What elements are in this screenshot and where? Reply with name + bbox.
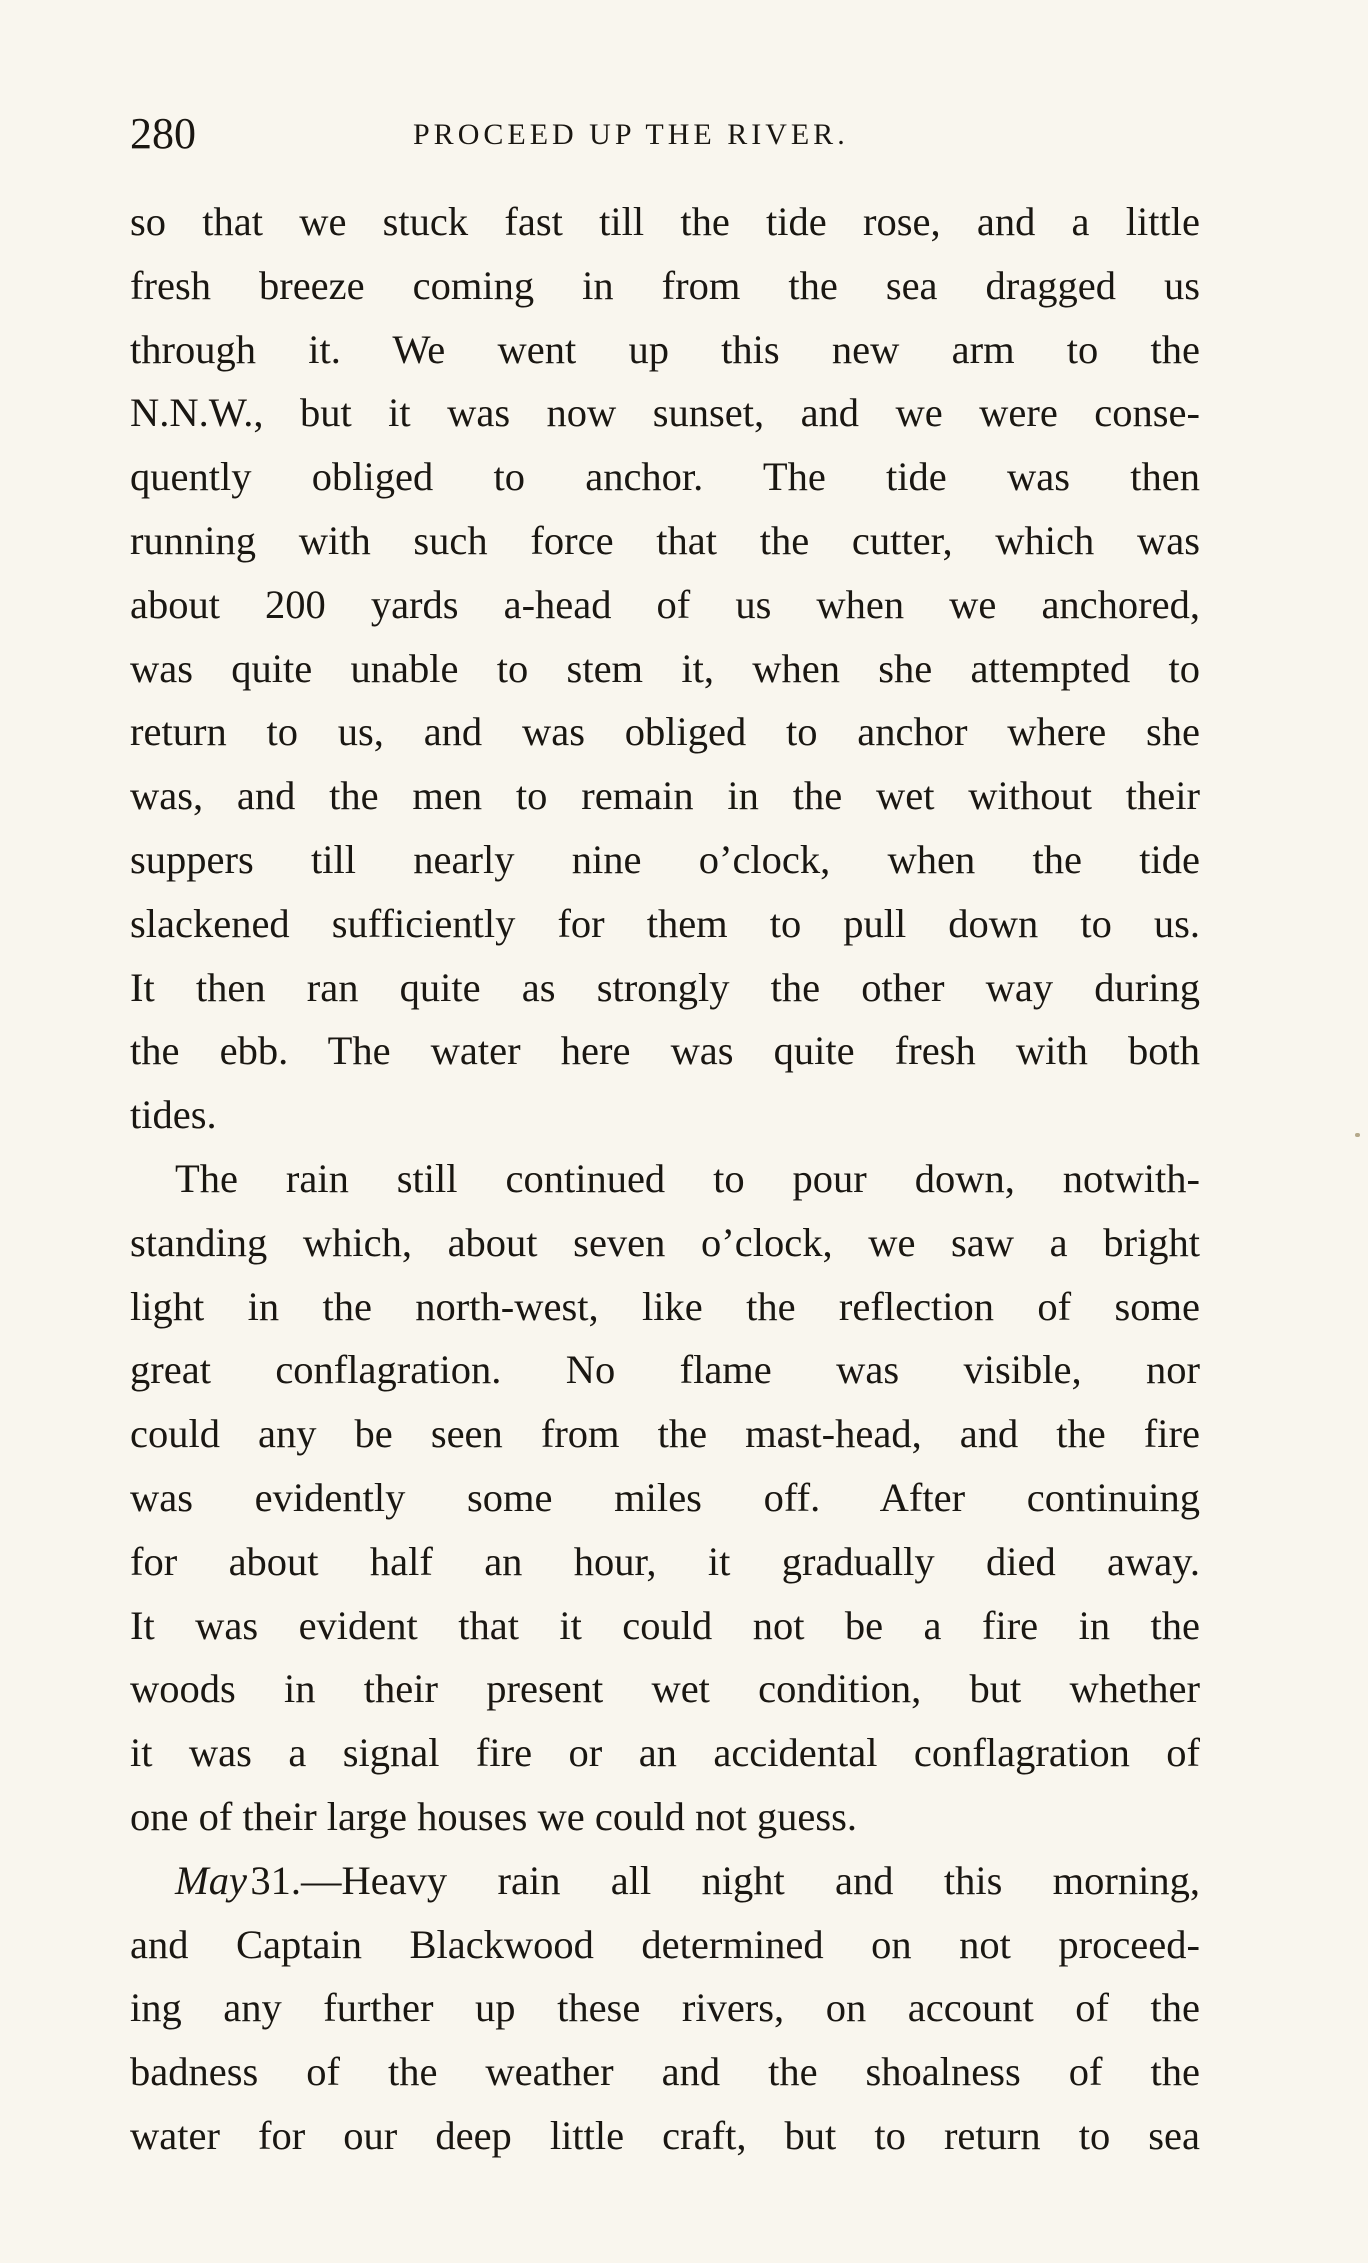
- text-line: ing any further up these rivers, on account of the: [130, 1985, 1200, 2031]
- text-line: It then ran quite as strongly the other way during: [130, 964, 1200, 1010]
- text-line: could any be seen from the mast-head, and the fire: [130, 1411, 1200, 1457]
- text-line: was, and the men to remain in the wet without their: [130, 773, 1200, 819]
- text-line: the ebb. The water here was quite fresh with both: [130, 1028, 1200, 1074]
- running-head: PROCEED UP THE RIVER.: [413, 118, 849, 151]
- text-line: and Captain Blackwood determined on not proceed-: [130, 1921, 1200, 1967]
- page-header: [130, 108, 1210, 168]
- text-line: was evidently some miles off. After continuing: [130, 1474, 1200, 1520]
- text-line: about 200 yards a-head of us when we anchored,: [130, 581, 1200, 627]
- text-line: was quite unable to stem it, when she attempted to: [130, 645, 1200, 691]
- text-line: water for our deep little craft, but to return to sea: [130, 2112, 1200, 2158]
- text-line: light in the north-west, like the reflection of some: [130, 1283, 1200, 1329]
- text-line: it was a signal fire or an accidental conflagration of: [130, 1730, 1200, 1776]
- text-line: slackened sufficiently for them to pull down to us.: [130, 900, 1200, 946]
- text-line: through it. We went up this new arm to the: [130, 326, 1200, 372]
- text-line: fresh breeze coming in from the sea dragged us: [130, 262, 1200, 308]
- paragraph-2: [130, 1147, 1200, 1849]
- text-line: N.N.W., but it was now sunset, and we were conse-: [130, 390, 1200, 436]
- text-line: standing which, about seven o’clock, we saw a bright: [130, 1219, 1200, 1265]
- date-line-text: 31.—Heavy rain all night and this morning,: [250, 1857, 1200, 1903]
- text-line: running with such force that the cutter, which was: [130, 517, 1200, 563]
- page-number: 280: [130, 109, 196, 158]
- paper-speck: [1355, 1133, 1360, 1137]
- text-line: return to us, and was obliged to anchor where she: [130, 709, 1200, 755]
- text-line: It was evident that it could not be a fire in the: [130, 1602, 1200, 1648]
- date-lead: May: [175, 1857, 247, 1903]
- text-line: for about half an hour, it gradually died away.: [130, 1538, 1200, 1584]
- text-line: badness of the weather and the shoalness of the: [130, 2049, 1200, 2095]
- text-line: one of their large houses we could not guess.: [130, 1793, 857, 1839]
- text-line: woods in their present wet condition, but whether: [130, 1666, 1200, 1712]
- text-line: quently obliged to anchor. The tide was then: [130, 454, 1200, 500]
- dated-entry-line: [130, 1849, 1200, 1913]
- text-line: so that we stuck fast till the tide rose, and a little: [130, 199, 1200, 244]
- text-line: The rain still continued to pour down, notwith-: [175, 1155, 1200, 1201]
- text-line: tides.: [130, 1092, 217, 1138]
- paragraph-1: [130, 190, 1200, 1147]
- text-line: suppers till nearly nine o’clock, when the tide: [130, 836, 1200, 882]
- text-line: great conflagration. No flame was visible, nor: [130, 1347, 1200, 1393]
- paragraph-3: [130, 1849, 1200, 2168]
- body-text: [130, 190, 1200, 2168]
